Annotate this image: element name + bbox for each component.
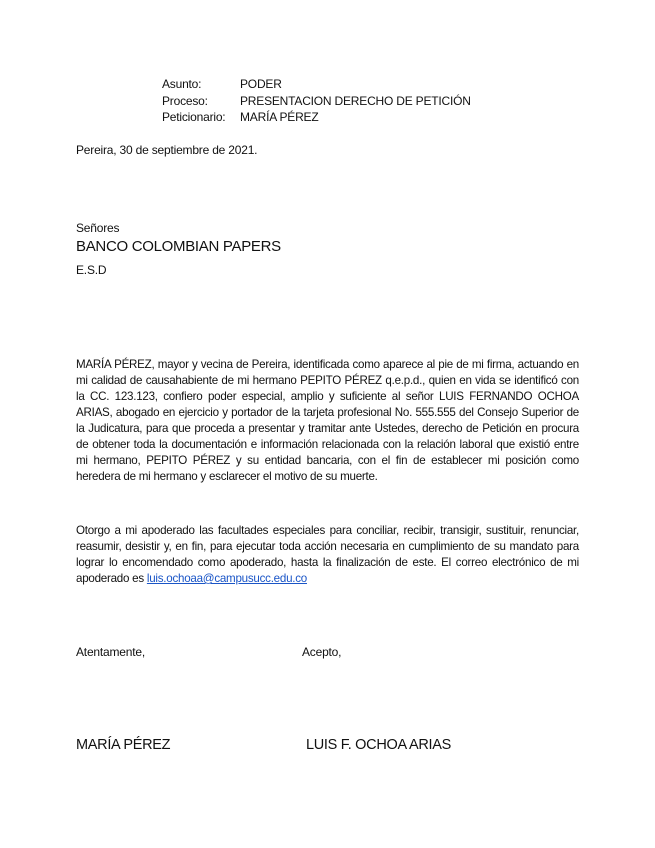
closing-right: Acepto, [302, 645, 342, 659]
header-value: MARÍA PÉREZ [240, 110, 319, 124]
body-paragraph-1: MARÍA PÉREZ, mayor y vecina de Pereira, identificada como aparece al pie de mi firma, actuando en mi calidad de causahabiente de mi hermano PEPITO PÉREZ q.e.p.d., quien en vida se identificó con la CC. 123.123, confiero poder especial, amplio y suficiente al señor LUIS FERNANDO OCHOA ARIAS, abogado en ejercicio y portador de la tarjeta profesional No. 555.555 del Consejo Superior de la Judicatura, para que proceda a presentar y tramitar ante Ustedes, derecho de Petición en procura de obtener toda la documentación e información relacionada con la relación laboral que existió entre mi hermano, PEPITO PÉREZ y su entidad bancaria, con el fin de establecer mi posición como heredera de mi hermano y esclarecer el motivo de su muerte. [76, 358, 579, 483]
document-header [162, 76, 471, 126]
email-link[interactable]: luis.ochoaa@campusucc.edu.co [146, 572, 307, 585]
header-label: Proceso: [162, 93, 208, 108]
signature-petitioner: MARÍA PÉREZ [76, 737, 171, 753]
date-line: Pereira, 30 de septiembre de 2021. [76, 143, 258, 157]
body-paragraph-2 [76, 523, 579, 587]
header-label: Peticionario: [162, 110, 226, 124]
header-label: Asunto: [162, 77, 202, 91]
closing-left: Atentamente, [76, 645, 145, 659]
signature-attorney: LUIS F. OCHOA ARIAS [306, 737, 451, 753]
addressee-esd: E.S.D [76, 263, 107, 277]
addressee-greeting: Señores [76, 221, 120, 235]
header-row-process [162, 93, 471, 110]
addressee-name: BANCO COLOMBIAN PAPERS [76, 238, 281, 255]
header-row-subject [162, 76, 471, 93]
header-value: PRESENTACION DERECHO DE PETICIÓN [240, 93, 471, 108]
header-row-petitioner [162, 109, 471, 126]
header-value: PODER [240, 77, 282, 91]
paragraph-2-text: Otorgo a mi apoderado las facultades especiales para conciliar, recibir, transigir, sustituir, renunciar, reasumir, desistir y, en fin, para ejecutar toda acción necesaria en cumplimiento de su mandato para lograr lo encomendado como apoderado, hasta la finalización de este. El correo electrónico de mi apoderado es [76, 524, 579, 585]
